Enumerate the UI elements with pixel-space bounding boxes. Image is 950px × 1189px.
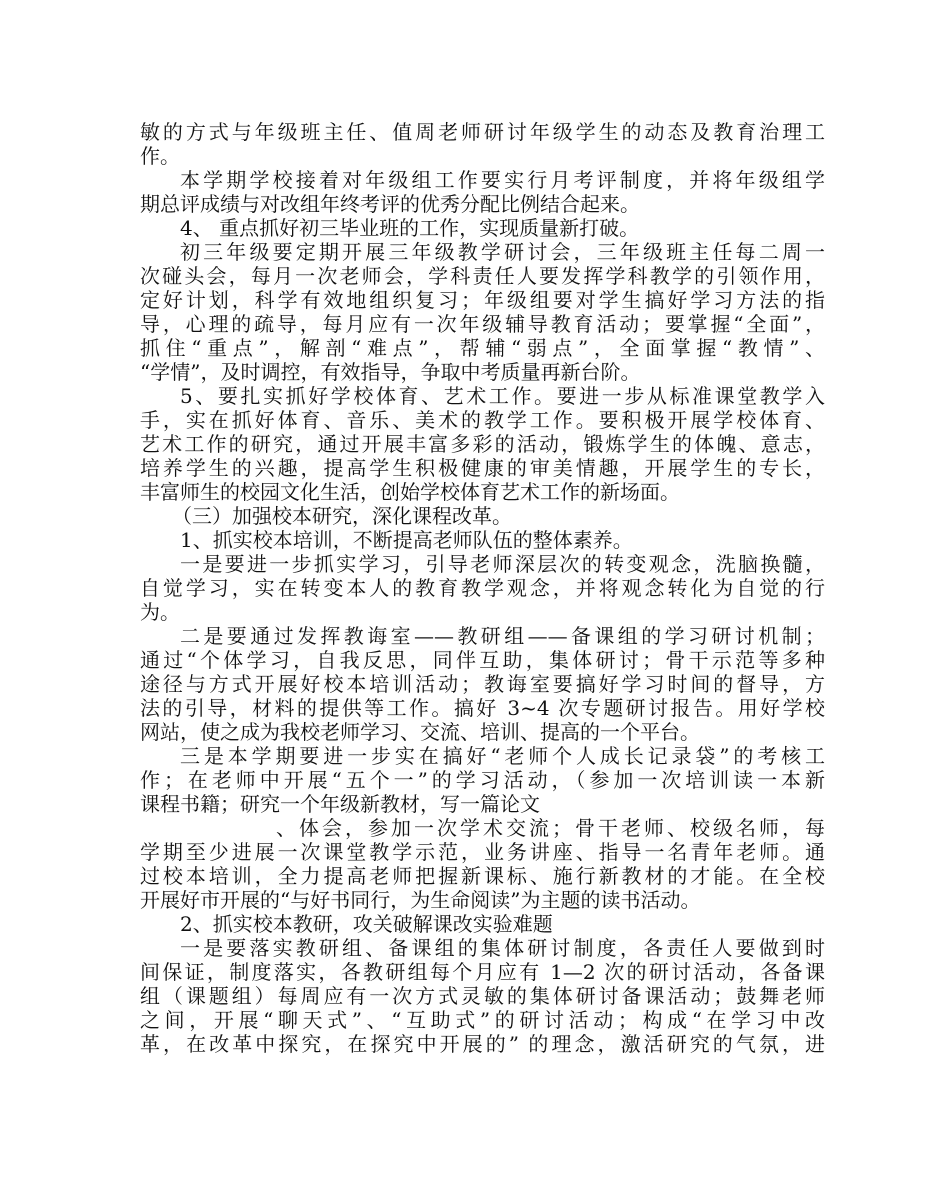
text-line: 艺术工作的研究，通过开展丰富多彩的活动，锻炼学生的体魄、意志， xyxy=(140,432,825,456)
text-line: 敏的方式与年级班主任、值周老师研讨年级学生的动态及教育治理工 xyxy=(140,120,825,144)
text-line: 5、要扎实抓好学校体育、艺术工作。要进一步从标准课堂教学入 xyxy=(180,384,825,408)
text-line: 手，实在抓好体育、音乐、美术的教学工作。要积极开展学校体育、 xyxy=(140,408,825,432)
text-line: 法的引导，材料的提供等工作。搞好 3~4 次专题研讨报告。用好学校 xyxy=(140,696,825,720)
text-line: 通过“个体学习，自我反思，同伴互助，集体研讨；骨干示范等多种 xyxy=(140,648,825,672)
text-line: 初三年级要定期开展三年级教学研讨会，三年级班主任每二周一 xyxy=(180,240,825,264)
text-line: （三）加强校本研究，深化课程改革。 xyxy=(172,504,512,528)
text-line: “学情”，及时调控，有效指导，争取中考质量再新台阶。 xyxy=(140,360,641,384)
text-line: 为。 xyxy=(140,600,180,624)
text-line: 学期至少进展一次课堂教学示范，业务讲座、指导一名青年老师。通 xyxy=(140,840,825,864)
text-line: 导，心理的疏导，每月应有一次年级辅导教育活动；要掌握“全面”， xyxy=(140,312,825,336)
text-line: 一是要落实教研组、备课组的集体研讨制度，各责任人要做到时 xyxy=(180,936,825,960)
text-line: 组（课题组）每周应有一次方式灵敏的集体研讨备课活动；鼓舞老师 xyxy=(140,984,825,1008)
text-line: 定好计划，科学有效地组织复习；年级组要对学生搞好学习方法的指 xyxy=(140,288,825,312)
text-line: 过校本培训，全力提高老师把握新课标、施行新教材的才能。在全校 xyxy=(140,864,825,888)
text-line: 作。 xyxy=(140,144,180,168)
text-line: 一是要进一步抓实学习，引导老师深层次的转变观念，洗脑换髓， xyxy=(180,552,825,576)
text-line: 本学期学校接着对年级组工作要实行月考评制度，并将年级组学 xyxy=(180,168,825,192)
text-line: 丰富师生的校园文化生活，创始学校体育艺术工作的新场面。 xyxy=(140,480,680,504)
text-line: 自觉学习，实在转变本人的教育教学观念，并将观念转化为自觉的行 xyxy=(140,576,825,600)
text-line: 途径与方式开展好校本培训活动；教诲室要搞好学习时间的督导，方 xyxy=(140,672,825,696)
text-line: 开展好市开展的“与好书同行，为生命阅读”为主题的读书活动。 xyxy=(140,888,701,912)
text-line: 二是要通过发挥教诲室——教研组——备课组的学习研讨机制； xyxy=(180,624,825,648)
text-line: 抓住“重点”，解剖“难点”，帮辅“弱点”，全面掌握“教情”、 xyxy=(140,336,825,360)
text-line: 革，在改革中探究，在探究中开展的” 的理念，激活研究的气氛，进 xyxy=(140,1032,825,1056)
text-line: 间保证，制度落实，各教研组每个月应有 1—2 次的研讨活动，各备课 xyxy=(140,960,825,984)
document-body xyxy=(140,120,825,1056)
text-line: 之间，开展“聊天式”、“互助式”的研讨活动；构成“在学习中改 xyxy=(140,1008,825,1032)
text-line: 2、抓实校本教研，攻关破解课改实验难题 xyxy=(180,912,553,936)
text-line: 1、抓实校本培训，不断提高老师队伍的整体素养。 xyxy=(180,528,633,552)
text-line: 培养学生的兴趣，提高学生积极健康的审美情趣，开展学生的专长， xyxy=(140,456,825,480)
text-line: 课程书籍；研究一个年级新教材，写一篇论文 xyxy=(140,792,540,816)
text-line: 作；在老师中开展“五个一”的学习活动，（参加一次培训读一本新 xyxy=(140,768,825,792)
text-line: 网站，使之成为我校老师学习、交流、培训、提高的一个平台。 xyxy=(140,720,700,744)
text-line: 4、 重点抓好初三毕业班的工作，实现质量新打破。 xyxy=(180,216,640,240)
text-line: 三是本学期要进一步实在搞好“老师个人成长记录袋”的考核工 xyxy=(180,744,825,768)
text-line: 、体会，参加一次学术交流；骨干老师、校级名师，每 xyxy=(276,816,825,840)
text-line: 期总评成绩与对改组年终考评的优秀分配比例结合起来。 xyxy=(140,192,640,216)
text-line: 次碰头会，每月一次老师会，学科责任人要发挥学科教学的引领作用， xyxy=(140,264,825,288)
